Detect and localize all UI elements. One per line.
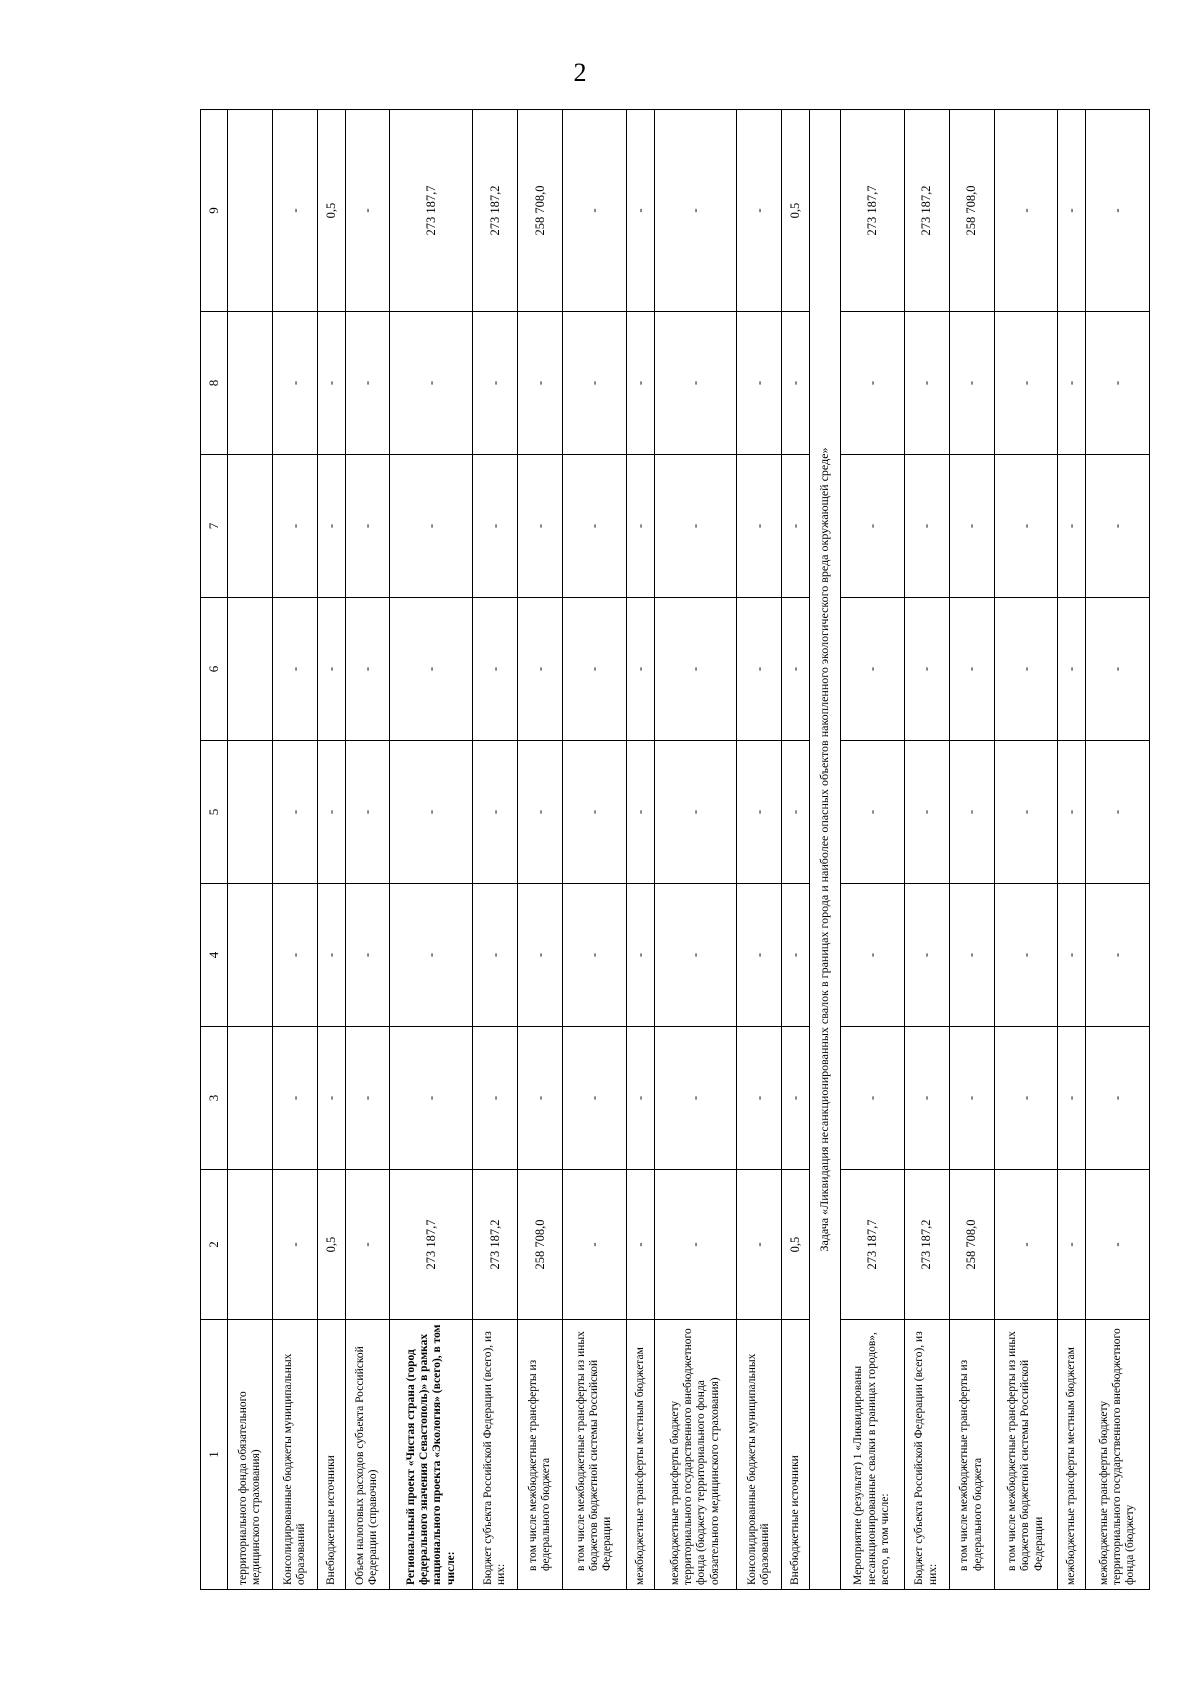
cell-col-2: - [1058, 1170, 1086, 1320]
column-header-1: 1 [201, 1320, 228, 1590]
cell-col-2: 0,5 [317, 1170, 345, 1320]
cell-col-3: - [473, 1027, 518, 1170]
cell-col-4: - [782, 884, 810, 1027]
cell-col-6: - [949, 598, 994, 741]
table-row [949, 110, 994, 1590]
table-row [228, 110, 273, 1590]
row-label: Региональный проект «Чистая страна (город федерального значения Севастополь)» в рамках национального проекта «Экология» (всего), в том числе: [390, 1320, 473, 1590]
cell-col-7: - [272, 455, 317, 598]
row-label: в том числе межбюджетные трансферты из федерального бюджета [949, 1320, 994, 1590]
cell-col-5: - [390, 741, 473, 884]
cell-col-9: - [563, 110, 627, 312]
column-header-7: 7 [201, 455, 228, 598]
cell-col-7: - [626, 455, 654, 598]
cell-col-4 [228, 884, 273, 1027]
cell-col-6: - [904, 598, 949, 741]
column-header-5: 5 [201, 741, 228, 884]
task-row [809, 110, 840, 1590]
cell-col-8 [228, 312, 273, 455]
cell-col-7: - [994, 455, 1058, 598]
cell-col-8: - [949, 312, 994, 455]
cell-col-5: - [654, 741, 737, 884]
cell-col-9: - [994, 110, 1058, 312]
cell-col-4: - [317, 884, 345, 1027]
row-label: Консолидированные бюджеты муниципальных образований [737, 1320, 782, 1590]
cell-col-6: - [563, 598, 627, 741]
cell-col-3: - [345, 1027, 390, 1170]
column-header-6: 6 [201, 598, 228, 741]
cell-col-7: - [473, 455, 518, 598]
table-row [654, 110, 737, 1590]
cell-col-2 [228, 1170, 273, 1320]
cell-col-6: - [345, 598, 390, 741]
table-row [737, 110, 782, 1590]
cell-col-8: - [994, 312, 1058, 455]
cell-col-6: - [654, 598, 737, 741]
cell-col-8: - [473, 312, 518, 455]
cell-col-5: - [949, 741, 994, 884]
cell-col-6: - [1086, 598, 1150, 741]
table-row [272, 110, 317, 1590]
cell-col-6: - [518, 598, 563, 741]
row-label: Консолидированные бюджеты муниципальных образований [272, 1320, 317, 1590]
cell-col-3: - [1058, 1027, 1086, 1170]
cell-col-9: 273 187,7 [840, 110, 904, 312]
cell-col-9: 273 187,7 [390, 110, 473, 312]
cell-col-9: 258 708,0 [949, 110, 994, 312]
table-row [317, 110, 345, 1590]
cell-col-5: - [317, 741, 345, 884]
cell-col-4: - [949, 884, 994, 1027]
cell-col-4: - [994, 884, 1058, 1027]
cell-col-2: - [563, 1170, 627, 1320]
row-label: Объем налоговых расходов субъекта Российской Федерации (справочно) [345, 1320, 390, 1590]
row-label: Мероприятие (результат) 1 «Ликвидированы несанкционированные свалки в границах городов», всего, в том числе: [840, 1320, 904, 1590]
cell-col-6: - [782, 598, 810, 741]
cell-col-5: - [563, 741, 627, 884]
cell-col-3: - [317, 1027, 345, 1170]
cell-col-4: - [345, 884, 390, 1027]
budget-table [200, 109, 1150, 1590]
cell-col-7: - [1086, 455, 1150, 598]
cell-col-9: 258 708,0 [518, 110, 563, 312]
cell-col-6: - [272, 598, 317, 741]
cell-col-6: - [390, 598, 473, 741]
cell-col-9: 0,5 [782, 110, 810, 312]
cell-col-6 [228, 598, 273, 741]
cell-col-5: - [904, 741, 949, 884]
cell-col-4: - [518, 884, 563, 1027]
cell-col-8: - [737, 312, 782, 455]
cell-col-3: - [1086, 1027, 1150, 1170]
cell-col-3: - [518, 1027, 563, 1170]
cell-col-5: - [518, 741, 563, 884]
cell-col-4: - [626, 884, 654, 1027]
cell-col-8: - [654, 312, 737, 455]
cell-col-4: - [473, 884, 518, 1027]
column-header-9: 9 [201, 110, 228, 312]
cell-col-2: 258 708,0 [949, 1170, 994, 1320]
cell-col-5: - [1086, 741, 1150, 884]
cell-col-7: - [904, 455, 949, 598]
cell-col-7: - [345, 455, 390, 598]
task-title: Задача «Ликвидация несанкционированных свалок в границах города и наиболее опасных объектов накопленного экологического вреда окружающей среде» [809, 110, 840, 1590]
cell-col-9 [228, 110, 273, 312]
cell-col-6: - [737, 598, 782, 741]
cell-col-8: - [345, 312, 390, 455]
cell-col-9: 0,5 [317, 110, 345, 312]
cell-col-3: - [626, 1027, 654, 1170]
cell-col-8: - [317, 312, 345, 455]
cell-col-7: - [949, 455, 994, 598]
cell-col-2: - [1086, 1170, 1150, 1320]
cell-col-8: - [626, 312, 654, 455]
page-number: 2 [573, 58, 587, 87]
cell-col-2: 258 708,0 [518, 1170, 563, 1320]
table-row [782, 110, 810, 1590]
table-row [1058, 110, 1086, 1590]
row-label: Бюджет субъекта Российской Федерации (всего), из них: [904, 1320, 949, 1590]
cell-col-4: - [1058, 884, 1086, 1027]
table-row [563, 110, 627, 1590]
table-body [201, 110, 1150, 1590]
row-label: Внебюджетные источники [782, 1320, 810, 1590]
cell-col-3: - [949, 1027, 994, 1170]
cell-col-7: - [840, 455, 904, 598]
cell-col-9: - [737, 110, 782, 312]
cell-col-9: - [1058, 110, 1086, 312]
cell-col-8: - [563, 312, 627, 455]
cell-col-2: - [994, 1170, 1058, 1320]
cell-col-3: - [782, 1027, 810, 1170]
cell-col-3: - [994, 1027, 1058, 1170]
cell-col-3: - [272, 1027, 317, 1170]
cell-col-4: - [390, 884, 473, 1027]
table-row [904, 110, 949, 1590]
cell-col-6: - [626, 598, 654, 741]
row-label: территориального фонда обязательного медицинского страхования) [228, 1320, 273, 1590]
row-label: межбюджетные трансферты бюджету территориального государственного внебюджетного фонда (бюджету территориального фонда обязательного медицинского страхования) [654, 1320, 737, 1590]
cell-col-5: - [840, 741, 904, 884]
row-label: в том числе межбюджетные трансферты из федерального бюджета [518, 1320, 563, 1590]
cell-col-3: - [840, 1027, 904, 1170]
cell-col-5: - [626, 741, 654, 884]
cell-col-3: - [737, 1027, 782, 1170]
cell-col-2: - [626, 1170, 654, 1320]
cell-col-3: - [904, 1027, 949, 1170]
cell-col-8: - [518, 312, 563, 455]
cell-col-7: - [390, 455, 473, 598]
table-row [473, 110, 518, 1590]
cell-col-5: - [782, 741, 810, 884]
cell-col-7: - [563, 455, 627, 598]
cell-col-6: - [1058, 598, 1086, 741]
cell-col-7: - [782, 455, 810, 598]
cell-col-9: 273 187,2 [473, 110, 518, 312]
cell-col-4: - [737, 884, 782, 1027]
cell-col-3: - [563, 1027, 627, 1170]
cell-col-8: - [1058, 312, 1086, 455]
cell-col-3: - [654, 1027, 737, 1170]
cell-col-8: - [272, 312, 317, 455]
cell-col-5: - [737, 741, 782, 884]
column-header-4: 4 [201, 884, 228, 1027]
cell-col-6: - [840, 598, 904, 741]
table-row [626, 110, 654, 1590]
cell-col-2: - [272, 1170, 317, 1320]
cell-col-9: - [626, 110, 654, 312]
column-header-row [201, 110, 228, 1590]
cell-col-5: - [473, 741, 518, 884]
cell-col-2: 273 187,2 [904, 1170, 949, 1320]
cell-col-4: - [904, 884, 949, 1027]
column-header-8: 8 [201, 312, 228, 455]
row-label: Внебюджетные источники [317, 1320, 345, 1590]
table-row [840, 110, 904, 1590]
row-label: межбюджетные трансферты местным бюджетам [1058, 1320, 1086, 1590]
cell-col-2: - [737, 1170, 782, 1320]
cell-col-2: 273 187,2 [473, 1170, 518, 1320]
cell-col-6: - [473, 598, 518, 741]
cell-col-9: - [345, 110, 390, 312]
column-header-2: 2 [201, 1170, 228, 1320]
cell-col-9: - [654, 110, 737, 312]
cell-col-4: - [272, 884, 317, 1027]
rotated-table-container [200, 110, 1150, 1590]
cell-col-5 [228, 741, 273, 884]
cell-col-3: - [390, 1027, 473, 1170]
table-row [994, 110, 1058, 1590]
cell-col-7: - [737, 455, 782, 598]
cell-col-4: - [563, 884, 627, 1027]
cell-col-7: - [654, 455, 737, 598]
row-label: межбюджетные трансферты бюджету территориального государственного внебюджетного фонда (бюджету [1086, 1320, 1150, 1590]
cell-col-2: 0,5 [782, 1170, 810, 1320]
cell-col-2: 273 187,7 [840, 1170, 904, 1320]
row-label: в том числе межбюджетные трансферты из иных бюджетов бюджетной системы Российской Федерации [563, 1320, 627, 1590]
cell-col-9: 273 187,2 [904, 110, 949, 312]
cell-col-7: - [317, 455, 345, 598]
cell-col-7 [228, 455, 273, 598]
table-row [518, 110, 563, 1590]
cell-col-2: - [345, 1170, 390, 1320]
row-label: Бюджет субъекта Российской Федерации (всего), из них: [473, 1320, 518, 1590]
cell-col-5: - [1058, 741, 1086, 884]
cell-col-4: - [840, 884, 904, 1027]
table-row [1086, 110, 1150, 1590]
cell-col-8: - [1086, 312, 1150, 455]
cell-col-9: - [272, 110, 317, 312]
cell-col-8: - [782, 312, 810, 455]
cell-col-5: - [272, 741, 317, 884]
row-label: в том числе межбюджетные трансферты из иных бюджетов бюджетной системы Российской Федерации [994, 1320, 1058, 1590]
cell-col-6: - [317, 598, 345, 741]
cell-col-2: - [654, 1170, 737, 1320]
cell-col-8: - [904, 312, 949, 455]
cell-col-8: - [390, 312, 473, 455]
row-label: межбюджетные трансферты местным бюджетам [626, 1320, 654, 1590]
cell-col-3 [228, 1027, 273, 1170]
cell-col-5: - [994, 741, 1058, 884]
cell-col-4: - [1086, 884, 1150, 1027]
cell-col-5: - [345, 741, 390, 884]
cell-col-7: - [1058, 455, 1086, 598]
cell-col-8: - [840, 312, 904, 455]
table-row [390, 110, 473, 1590]
cell-col-6: - [994, 598, 1058, 741]
cell-col-4: - [654, 884, 737, 1027]
table-row [345, 110, 390, 1590]
cell-col-2: 273 187,7 [390, 1170, 473, 1320]
column-header-3: 3 [201, 1027, 228, 1170]
cell-col-9: - [1086, 110, 1150, 312]
cell-col-7: - [518, 455, 563, 598]
